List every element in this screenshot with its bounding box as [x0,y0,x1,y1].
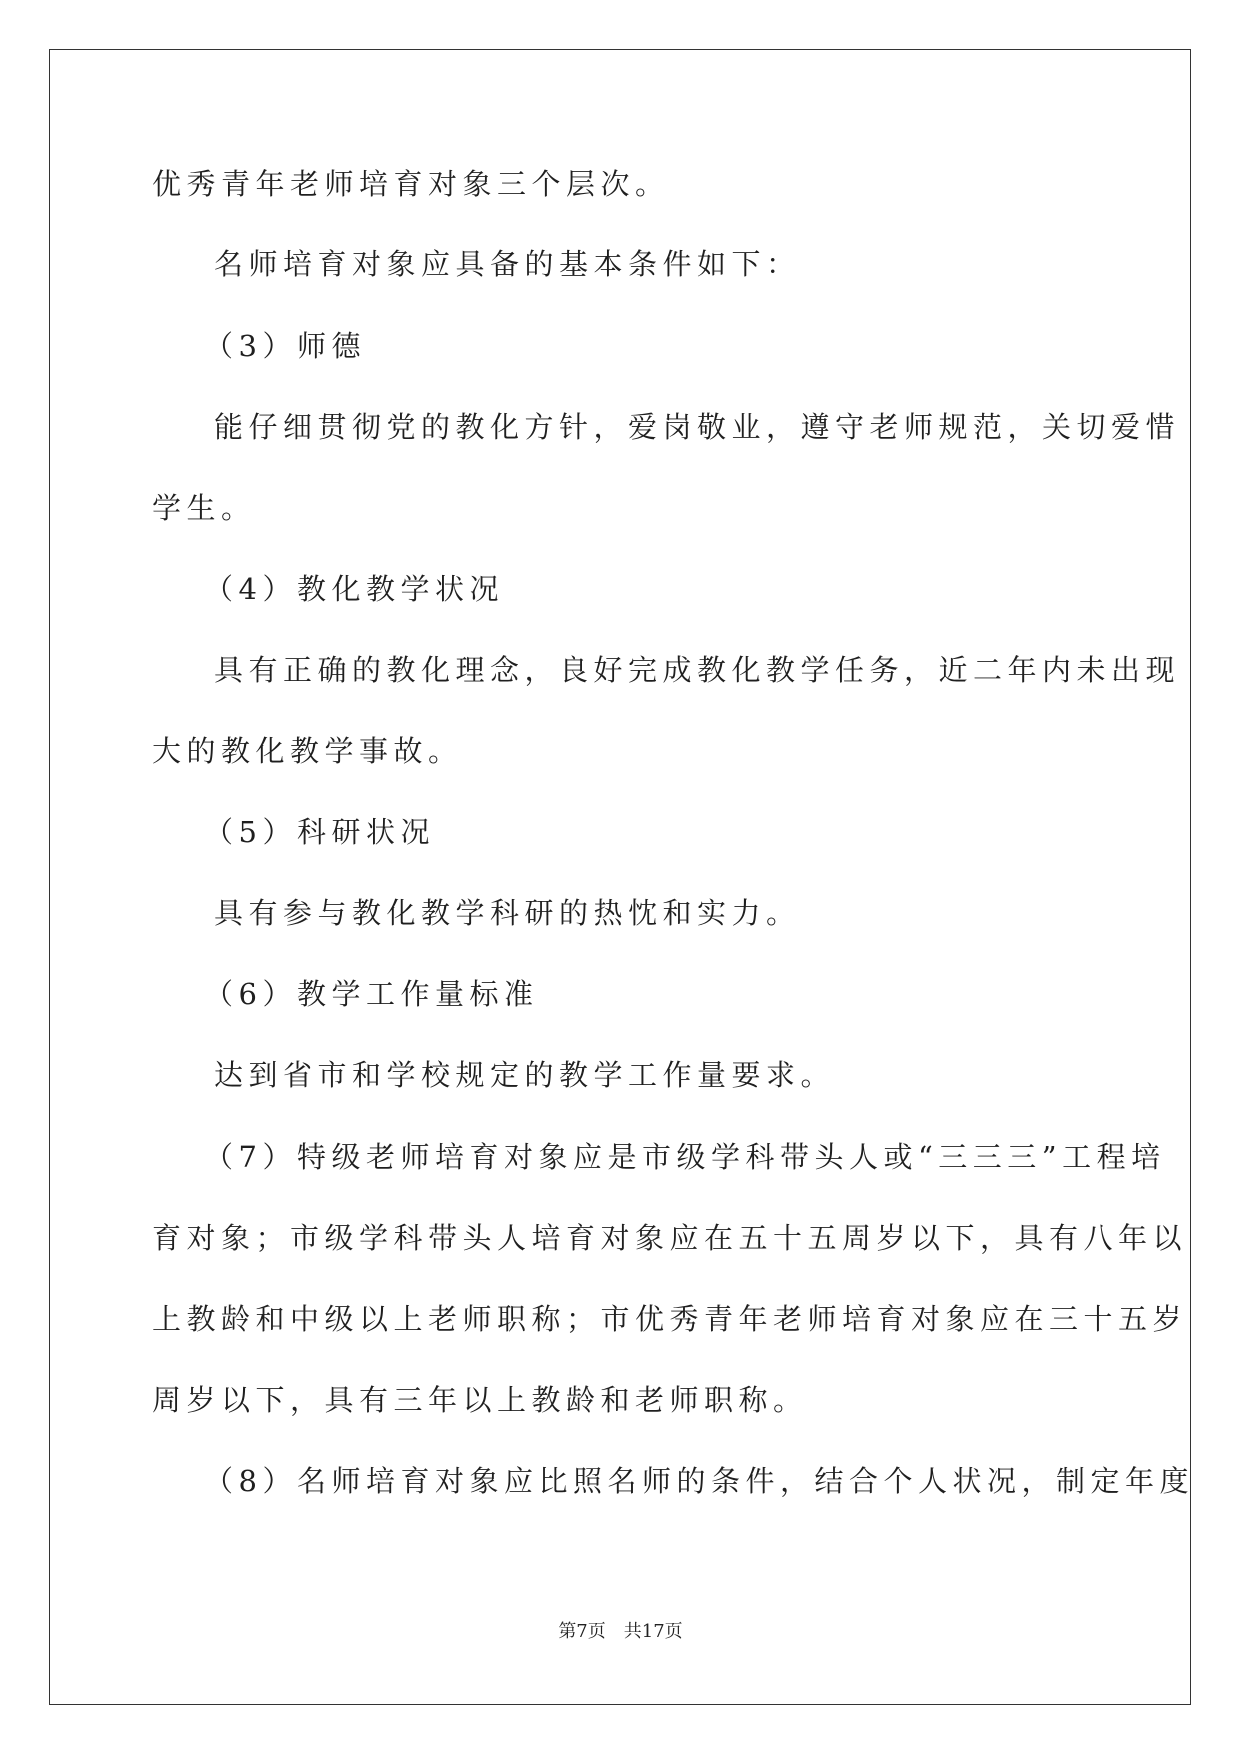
section-heading: （5）科研状况 [204,815,435,849]
page-number: 第7页 [558,1621,606,1642]
section-heading: （6）教学工作量标准 [204,977,539,1011]
paragraph-line: 具有正确的教化理念，良好完成教化教学任务，近二年内未出现 [214,653,1181,687]
paragraph-line: 能仔细贯彻党的教化方针，爱岗敬业，遵守老师规范，关切爱惜 [214,410,1181,444]
paragraph-line: 学生。 [152,491,256,525]
paragraph-line: 达到省市和学校规定的教学工作量要求。 [214,1058,836,1092]
section-heading: （3）师德 [204,329,366,363]
paragraph-line: （7）特级老师培育对象应是市级学科带头人或“三三三”工程培 [204,1140,1166,1174]
paragraph-line: 具有参与教化教学科研的热忱和实力。 [214,896,801,930]
section-heading: （4）教化教学状况 [204,572,504,606]
paragraph-line: 育对象；市级学科带头人培育对象应在五十五周岁以下，具有八年以 [152,1221,1188,1255]
paragraph-line: （8）名师培育对象应比照名师的条件，结合个人状况，制定年度 [204,1464,1194,1498]
paragraph-line: 优秀青年老师培育对象三个层次。 [152,167,670,201]
page-footer [0,1620,1241,1644]
paragraph-line: 上教龄和中级以上老师职称；市优秀青年老师培育对象应在三十五岁 [152,1302,1188,1336]
paragraph-line: 名师培育对象应具备的基本条件如下： [214,247,801,281]
paragraph-line: 周岁以下，具有三年以上教龄和老师职称。 [152,1383,808,1417]
page-total: 共17页 [623,1621,683,1642]
page-border [49,49,1191,1705]
paragraph-line: 大的教化教学事故。 [152,734,463,768]
